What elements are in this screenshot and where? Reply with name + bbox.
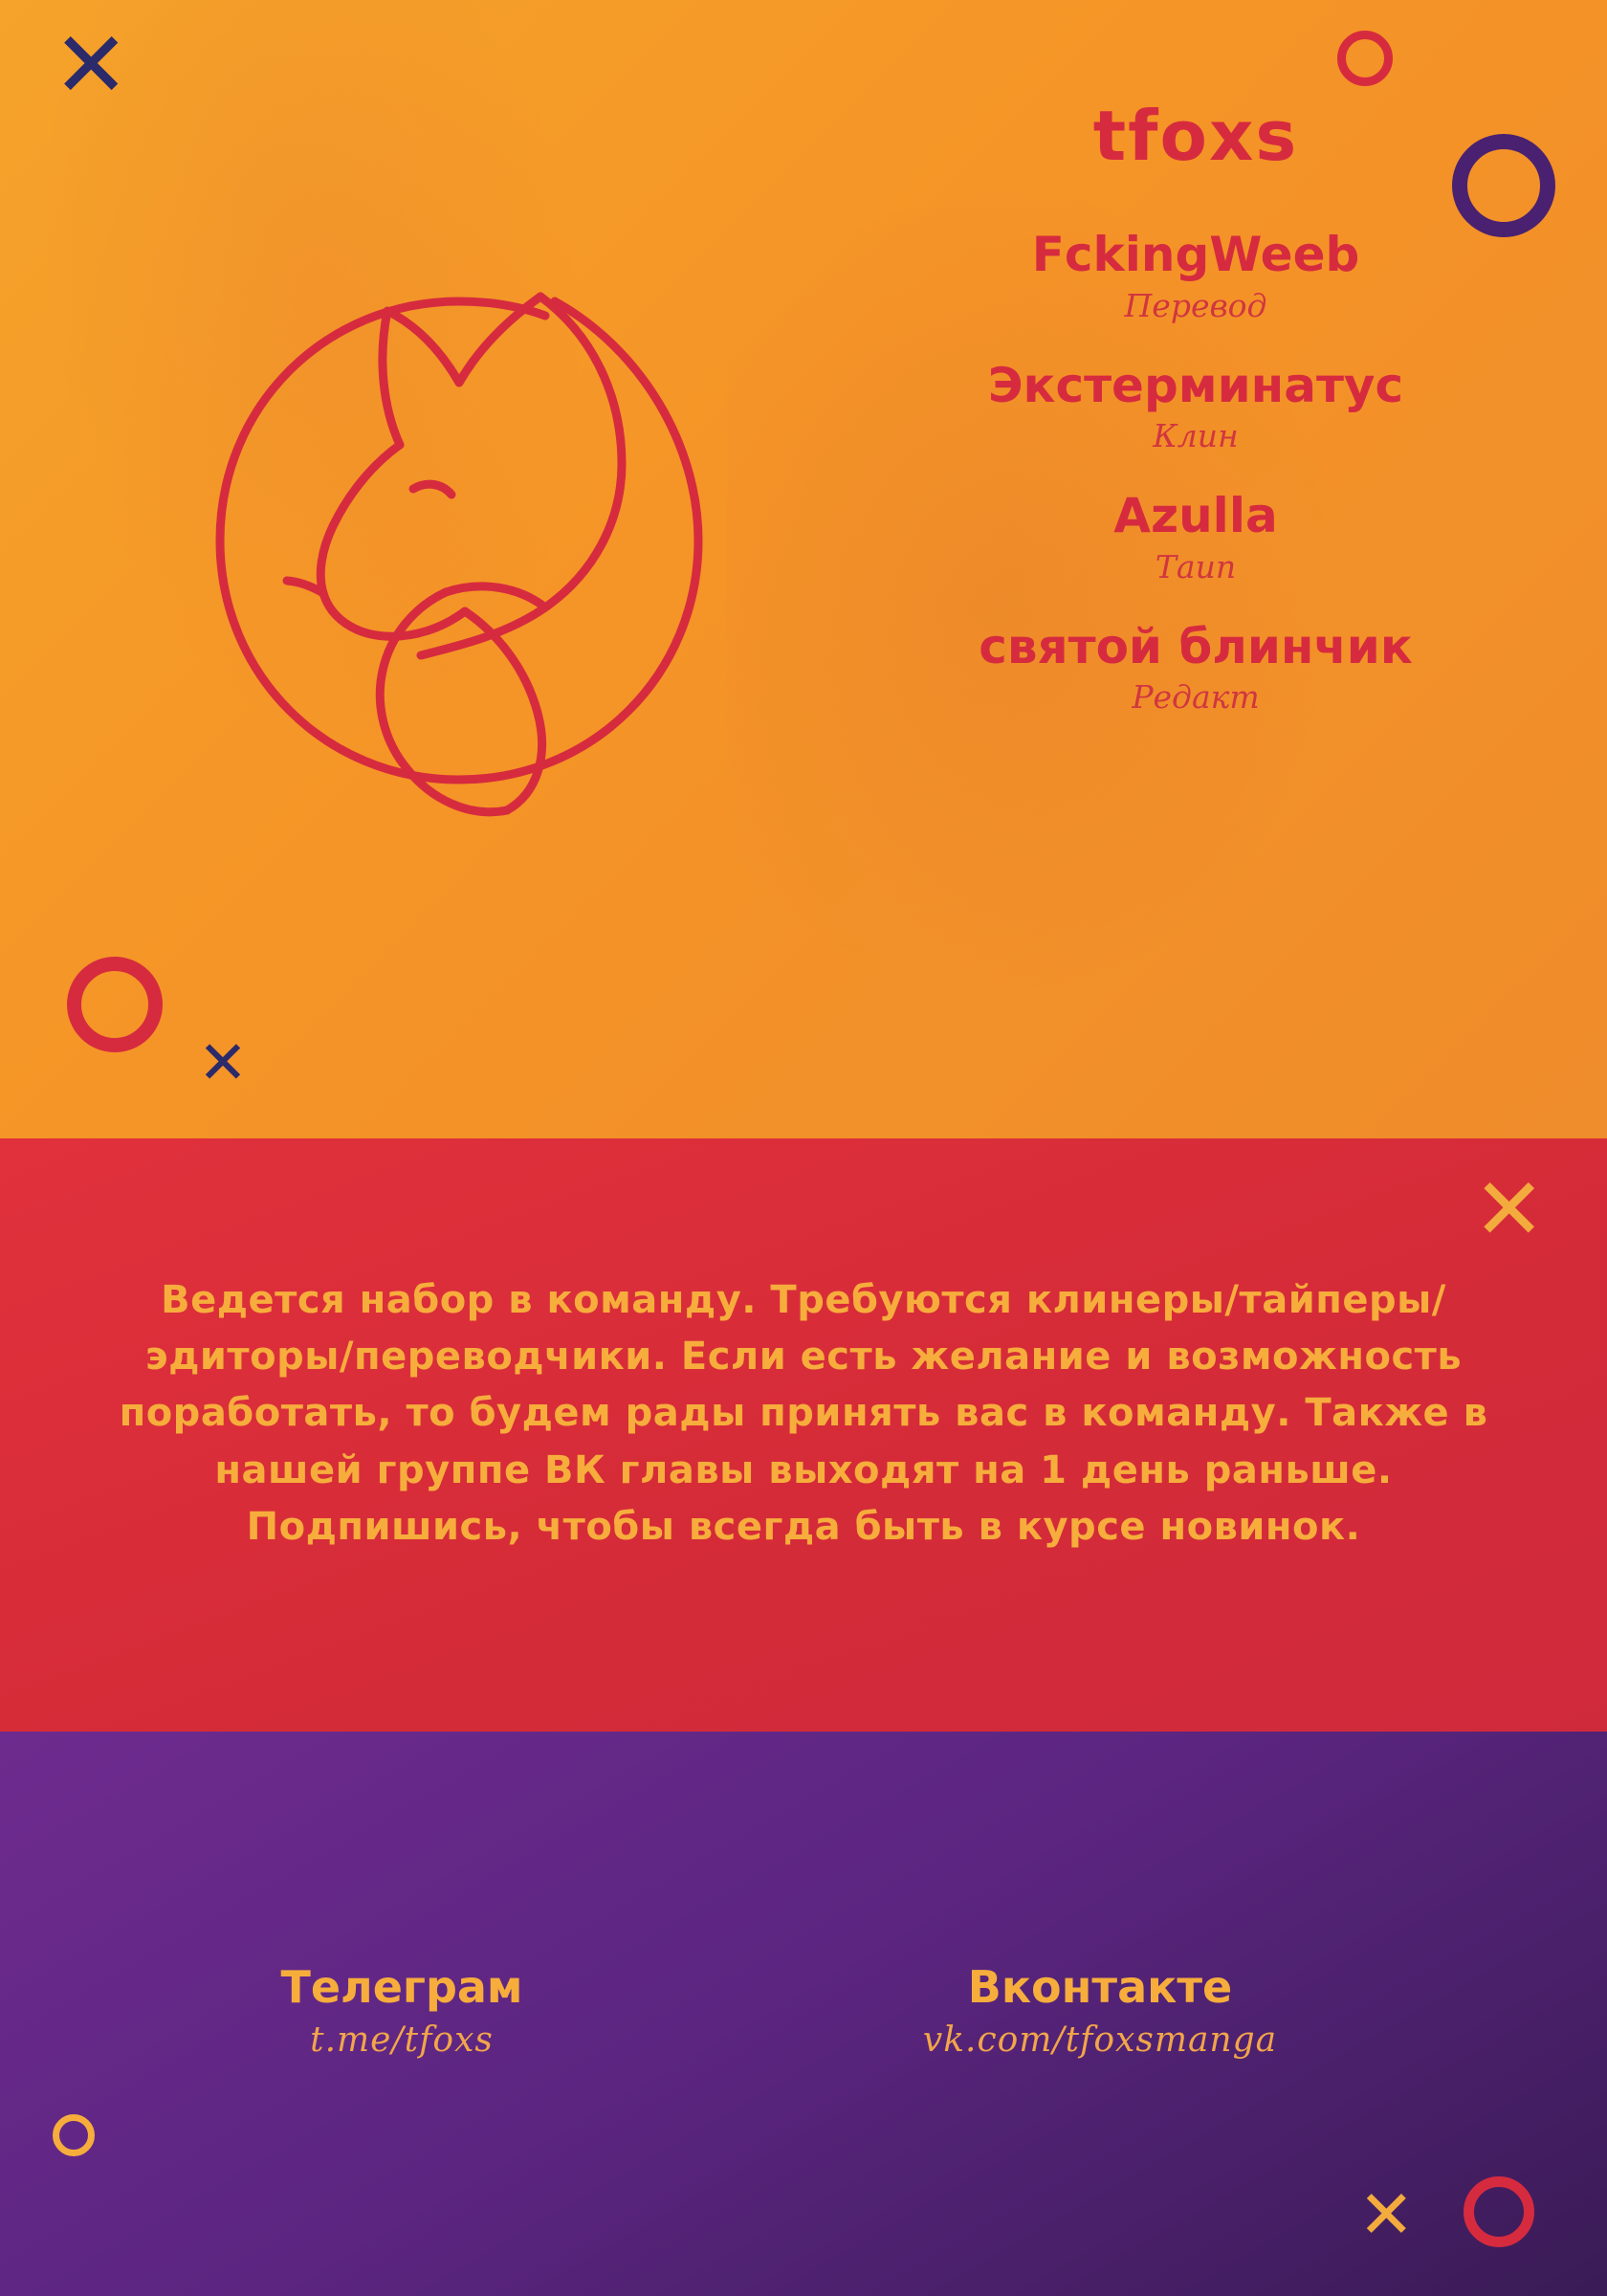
- credits-list: [804, 96, 1588, 750]
- link-vk[interactable]: [727, 1961, 1473, 2060]
- credit-entry: [804, 359, 1588, 455]
- credit-entry: [804, 620, 1588, 717]
- credit-entry: [804, 489, 1588, 585]
- ring-decoration-icon: [53, 2114, 95, 2156]
- cross-decoration-icon: ✕: [53, 11, 130, 119]
- credit-entry: [804, 228, 1588, 324]
- link-title: Вконтакте: [967, 1961, 1233, 2013]
- link-title: Телеграм: [280, 1961, 523, 2013]
- fox-logo-icon: [143, 206, 737, 818]
- ring-decoration-icon: [1337, 31, 1393, 86]
- ring-decoration-icon: [67, 957, 163, 1052]
- credit-role: Перевод: [1124, 286, 1267, 324]
- recruitment-text: Ведется набор в команду. Требуются клинеры/тайперы/эдиторы/переводчики. Если есть желание и возможность поработать, то будем рады принять вас в команду. Также в нашей группе ВК главы выходят на 1 день раньше. Подпишись, чтобы всегда быть в курсе новинок.: [119, 1278, 1488, 1549]
- credit-name: святой блинчик: [979, 618, 1413, 674]
- cross-decoration-icon: ✕: [1473, 1159, 1546, 1260]
- cross-decoration-icon: ✕: [198, 1027, 248, 1097]
- links-section: [0, 1732, 1607, 2296]
- credit-role: Таип: [1155, 547, 1237, 585]
- credits-section: [0, 0, 1607, 1138]
- link-url[interactable]: vk.com/tfoxsmanga: [922, 2020, 1278, 2060]
- link-url[interactable]: t.me/tfoxs: [310, 2020, 494, 2060]
- team-brand-title: tfoxs: [1092, 96, 1299, 176]
- credit-role: Клин: [1153, 417, 1239, 454]
- credit-role: Редакт: [1132, 678, 1260, 716]
- recruitment-section: [0, 1138, 1607, 1732]
- cross-decoration-icon: ✕: [1358, 2175, 1415, 2254]
- credit-name: FckingWeeb: [1031, 227, 1360, 282]
- ring-decoration-icon: [1464, 2176, 1534, 2247]
- link-telegram[interactable]: [134, 1961, 670, 2060]
- credit-name: Azulla: [1113, 488, 1278, 543]
- credit-name: Экстерминатус: [987, 357, 1404, 413]
